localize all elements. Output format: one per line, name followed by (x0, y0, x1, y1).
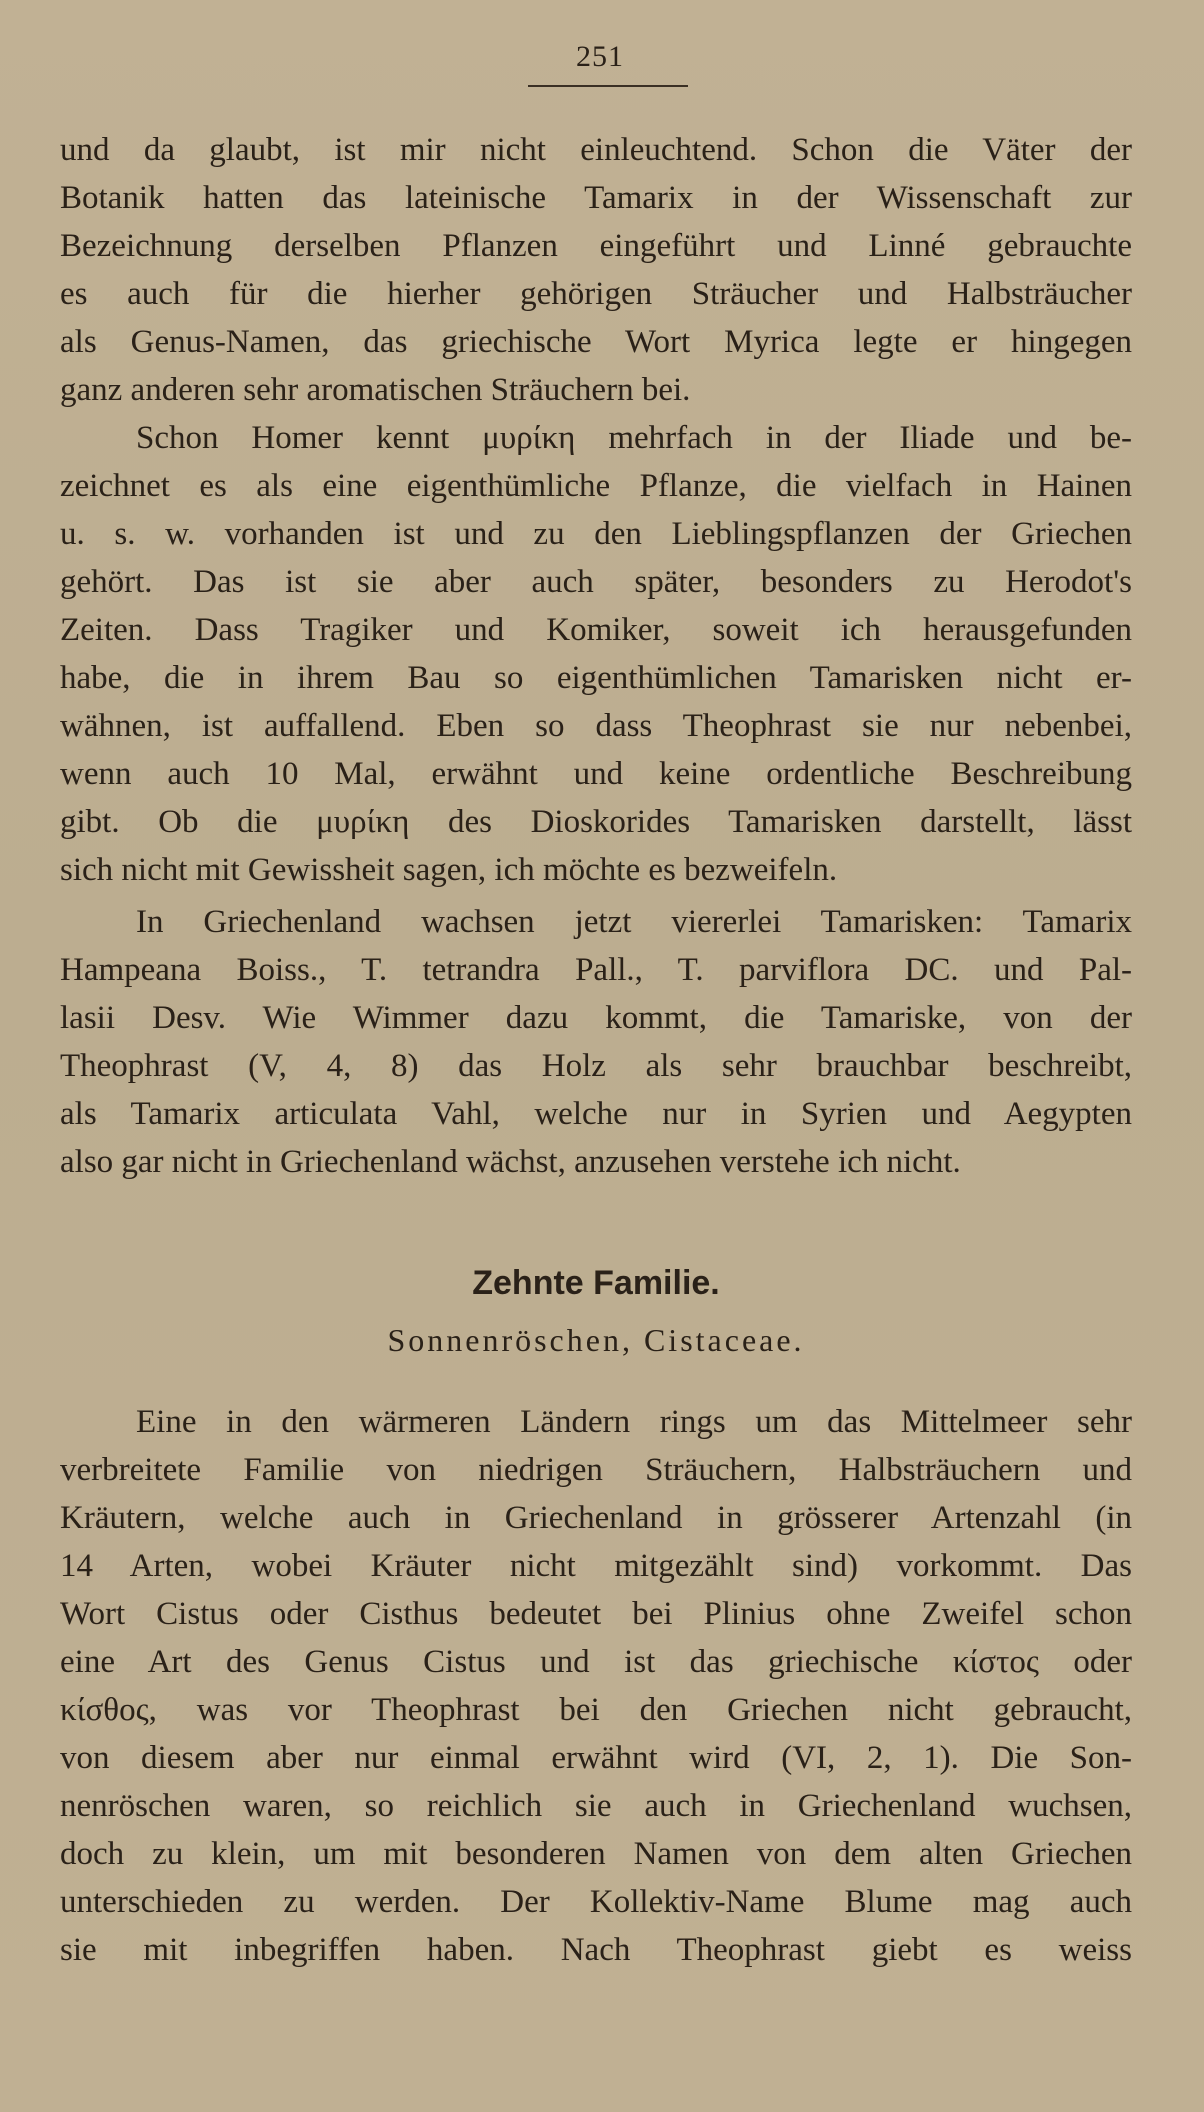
page-number: 251 (576, 40, 624, 73)
text-line: 14 Arten, wobei Kräuter nicht mitgezählt sind) vorkommt. Das (60, 1548, 1132, 1584)
text-line: lasii Desv. Wie Wimmer dazu kommt, die Tamariske, von der (60, 1000, 1132, 1036)
text-line: Kräutern, welche auch in Griechenland in grösserer Artenzahl (in (60, 1500, 1132, 1536)
text-line: gibt. Ob die μυρίκη des Dioskorides Tamarisken darstellt, lässt (60, 804, 1132, 840)
text-line: sich nicht mit Gewissheit sagen, ich möchte es bezweifeln. (60, 852, 838, 888)
paragraph-2 (60, 414, 1132, 894)
text-line: doch zu klein, um mit besonderen Namen von dem alten Griechen (60, 1836, 1132, 1872)
text-line: Schon Homer kennt μυρίκη mehrfach in der Iliade und be- (136, 420, 1132, 456)
text-line: eine Art des Genus Cistus und ist das griechische κίστος oder (60, 1644, 1132, 1680)
text-line: Zeiten. Dass Tragiker und Komiker, soweit ich herausgefunden (60, 612, 1132, 648)
section-subtitle: Sonnenröschen, Cistaceae. (387, 1322, 805, 1358)
text-line: von diesem aber nur einmal erwähnt wird (VI, 2, 1). Die Son- (60, 1740, 1132, 1776)
text-line: u. s. w. vorhanden ist und zu den Lieblingspflanzen der Griechen (60, 516, 1132, 552)
text-line: es auch für die hierher gehörigen Sträucher und Halbsträucher (60, 276, 1132, 312)
text-line: In Griechenland wachsen jetzt viererlei Tamarisken: Tamarix (136, 904, 1132, 940)
text-line: ganz anderen sehr aromatischen Sträuchern bei. (60, 372, 691, 408)
text-line: Theophrast (V, 4, 8) das Holz als sehr brauchbar beschreibt, (60, 1048, 1132, 1084)
text-line: Wort Cistus oder Cisthus bedeutet bei Plinius ohne Zweifel schon (60, 1596, 1132, 1632)
text-line: unterschieden zu werden. Der Kollektiv-Name Blume mag auch (60, 1884, 1132, 1920)
text-line: als Tamarix articulata Vahl, welche nur in Syrien und Aegypten (60, 1096, 1132, 1132)
header-rule (528, 85, 688, 87)
text-line: Eine in den wärmeren Ländern rings um das Mittelmeer sehr (136, 1404, 1132, 1440)
text-line: gehört. Das ist sie aber auch später, besonders zu Herodot's (60, 564, 1132, 600)
section-title: Zehnte Familie. (472, 1264, 720, 1302)
paragraph-1 (60, 126, 1132, 414)
text-line: wähnen, ist auffallend. Eben so dass Theophrast sie nur nebenbei, (60, 708, 1132, 744)
text-line: Bezeichnung derselben Pflanzen eingeführt und Linné gebrauchte (60, 228, 1132, 264)
text-line: und da glaubt, ist mir nicht einleuchtend. Schon die Väter der (60, 132, 1132, 168)
text-line: zeichnet es als eine eigenthümliche Pflanze, die vielfach in Hainen (60, 468, 1132, 504)
text-line: verbreitete Familie von niedrigen Sträuchern, Halbsträuchern und (60, 1452, 1132, 1488)
paragraph-4 (60, 1398, 1132, 1974)
text-line: habe, die in ihrem Bau so eigenthümlichen Tamarisken nicht er- (60, 660, 1132, 696)
text-line: also gar nicht in Griechenland wächst, anzusehen verstehe ich nicht. (60, 1144, 961, 1180)
text-line: κίσθος, was vor Theophrast bei den Griechen nicht gebraucht, (60, 1692, 1132, 1728)
text-line: Botanik hatten das lateinische Tamarix in der Wissenschaft zur (60, 180, 1132, 216)
text-line: nenröschen waren, so reichlich sie auch in Griechenland wuchsen, (60, 1788, 1132, 1824)
text-line: Hampeana Boiss., T. tetrandra Pall., T. parviflora DC. und Pal- (60, 952, 1132, 988)
paragraph-3 (60, 898, 1132, 1186)
text-line: als Genus-Namen, das griechische Wort Myrica legte er hingegen (60, 324, 1132, 360)
text-line: wenn auch 10 Mal, erwähnt und keine ordentliche Beschreibung (60, 756, 1132, 792)
text-line: sie mit inbegriffen haben. Nach Theophrast giebt es weiss (60, 1932, 1132, 1968)
